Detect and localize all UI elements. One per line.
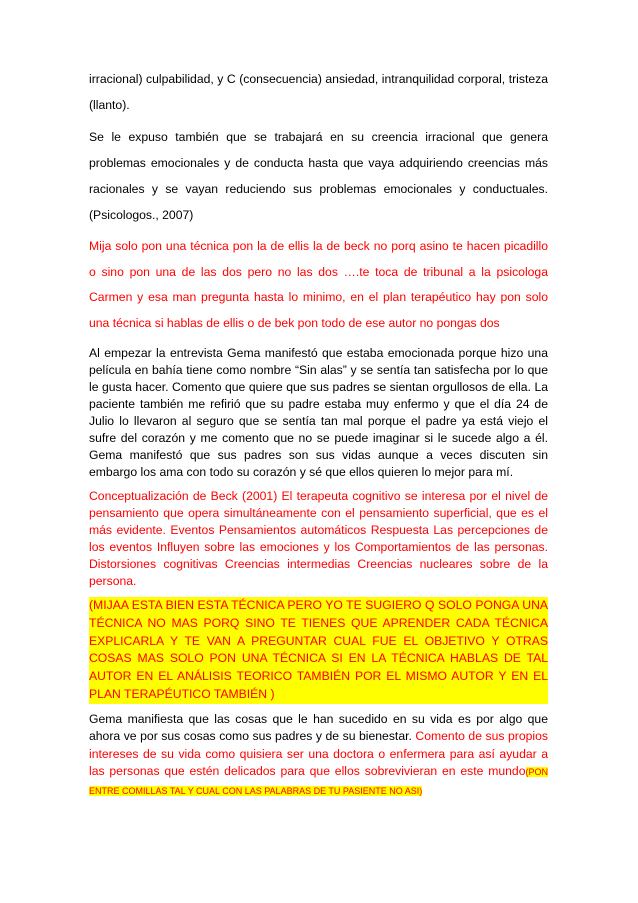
- paragraph-irrational-beliefs: irracional) culpabilidad, y C (consecuencia) ansiedad, intranquilidad corporal, tristeza (llanto).: [89, 72, 548, 112]
- patient-statement-text: Gema manifiesta que las cosas que le han sucedido en su vida es por algo que ahora ve por sus cosas como sus padres y de su bienestar.: [89, 711, 548, 744]
- document-page: [89, 66, 548, 800]
- paragraph-patient-statements: [89, 711, 548, 801]
- reviewer-comment-technique: Mija solo pon una técnica pon la de ellis la de beck no porq asino te hacen picadillo o sino pon una de las dos pero no las dos ….te toca de tribunal a la psicologa Carmen y esa man pregunta hasta lo minimo, en el plan terapéutico hay pon solo una técnica si hablas de ellis o de bek pon todo de ese autor no pongas dos: [89, 239, 548, 330]
- paragraph-interview: Al empezar la entrevista Gema manifestó que estaba emocionada porque hizo una película en bahía tiene como nombre “Sin alas” y se sentía tan satisfecha por lo que le gusta hacer. Comento que quiere que sus padres se sientan orgullosos de ella. La paciente también me refirió que su padre estaba muy enfermo y que el día 24 de Julio lo llevaron al seguro que se sentía tan mal porque el padre ya está viejo el sufre del corazón y me comento que no se puede imaginar si le sucede algo a él. Gema manifestó que sus padres son sus vidas aunque a veces discuten sin embargo los ama con todo su corazón y sé que ellos quieren lo mejor para mí.: [89, 346, 548, 479]
- paragraph-beck-conceptualization: Conceptualización de Beck (2001) El terapeuta cognitivo se interesa por el nivel de pensamiento que opera simultáneamente con el pensamiento superficial, que es el más evidente. Eventos Pensamientos automáticos Respuesta Las percepciones de los eventos Influyen sobre las emociones y los Comportamientos de las personas. Distorsiones cognitivas Creencias intermedias Creencias nucleares sobre de la persona.: [89, 489, 548, 588]
- reviewer-note-quotes: (PON ENTRE COMILLAS TAL Y CUAL CON LAS PALABRAS DE TU PASIENTE NO ASI): [89, 767, 548, 796]
- reviewer-comment-highlighted: (MIJAA ESTA BIEN ESTA TÉCNICA PERO YO TE SUGIERO Q SOLO PONGA UNA TÉCNICA NO MAS PORQ SINO TE TIENES QUE APRENDER CADA TÉCNICA EXPLICARLA Y TE VAN A PREGUNTAR CUAL FUE EL OBJETIVO Y OTRAS COSAS MAS SOLO PON UNA TÉCNICA SI EN LA TÉCNICA HABLAS DE TAL AUTOR EN EL ANÁLISIS TEORICO TAMBIÉN POR EL MISMO AUTOR Y EN EL PLAN TERAPÉUTICO TAMBIÉN ): [89, 597, 548, 704]
- patient-interest-text: Comento de sus propios intereses de su vida como quisiera ser una doctora o enfermera para así ayudar a las personas que estén delicados para que ellos sobrevivieran en este mundo: [89, 729, 549, 779]
- paragraph-treatment-explanation: Se le expuso también que se trabajará en su creencia irracional que genera problemas emocionales y de conducta hasta que vaya adquiriendo creencias más racionales y se vayan reduciendo sus problemas emocionales y conductuales. (Psicologos., 2007): [89, 130, 548, 222]
